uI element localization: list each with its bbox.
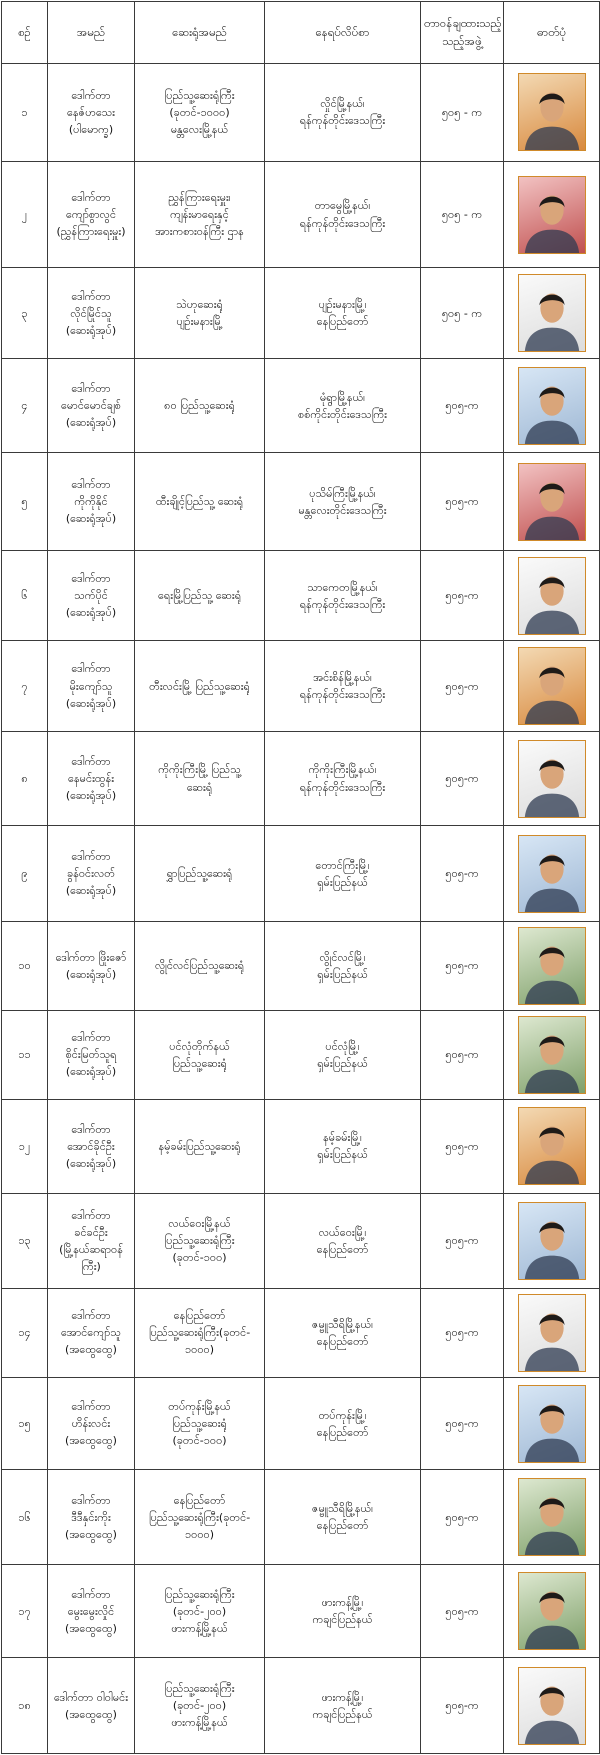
cell-group: ၅၀၅-က [421,731,504,826]
cell-photo [504,921,600,1010]
hospital-line: ဆေးရုံ [186,780,213,794]
table-row [2,453,600,551]
name-line: ဒေါက်တာ ဝါဝါမင်း [53,1690,128,1704]
table-row [2,161,600,268]
name-line: (အထွေထွေ) [65,1707,117,1721]
portrait-photo [518,274,586,352]
address-line: နေပြည်တော် [316,1334,369,1348]
name-line: ဒေါက်တာ [71,1122,111,1136]
cell-hospital [135,1658,265,1754]
address-line: ပျဉ်းမနားမြို့၊ [318,298,367,312]
cell-name [48,641,135,731]
address-line: မန္တလေးတိုင်းဒေသကြီး [298,503,387,517]
cell-hospital [135,1377,265,1469]
cell-hospital [135,641,265,731]
name-line: ကျော်စွာလွင် [65,207,117,221]
cell-address [265,1658,421,1754]
cell-hospital [135,1288,265,1377]
portrait-photo [518,1478,586,1556]
hospital-line: ပြည်သူ့ဆေးရုံ [172,1056,227,1070]
address-line: လှိုင်မြို့နယ်၊ [320,97,365,111]
hospital-line: ၈၀ ပြည်သူ့ဆေးရုံ [164,399,235,413]
table-row [2,731,600,826]
name-line: (ဆေးရုံအုပ်) [65,1156,117,1170]
cell-group: ၅၀၅-က [421,358,504,453]
name-line: (ဆေးရုံအုပ်) [65,606,117,620]
name-line: (အထွေထွေ) [65,1434,117,1448]
address-line: နေပြည်တော် [316,1242,369,1256]
cell-photo [504,641,600,731]
portrait-photo [518,1294,586,1372]
name-line: နေဇ်ဟသေး [67,105,115,119]
name-line: ဒေါက်တာ [71,478,111,492]
cell-address [265,453,421,551]
cell-name [48,1011,135,1099]
name-line: မောင်မောင်ချစ် [61,399,121,413]
table-row [2,826,600,922]
hospital-line: နေပြည်တော် [173,1309,226,1323]
hospital-line: ၁၀၀၀) [184,1527,215,1541]
address-line: တာမွေမြို့နယ်၊ [314,199,371,213]
address-line: နေပြည်တော် [316,1425,369,1439]
cell-hospital [135,1564,265,1657]
hospital-line: မန္တလေးမြို့နယ် [170,122,229,136]
header-photo: ဓာတ်ပုံ [504,2,600,64]
name-line: ခင်ခင်ဦး [74,1225,108,1239]
cell-hospital [135,161,265,268]
cell-group: ၅၀၅-က [421,1564,504,1657]
cell-address [265,161,421,268]
portrait-photo [518,1016,586,1094]
cell-hospital [135,1011,265,1099]
table-body [2,64,600,1754]
name-line: (ညွှန်ကြားရေးမှူး) [56,225,126,239]
name-line: (ဆေးရုံအုပ်) [65,1065,117,1079]
cell-name [48,358,135,453]
cell-address [265,1288,421,1377]
cell-name [48,1377,135,1469]
portrait-photo [518,1107,586,1185]
table-row [2,1011,600,1099]
address-line: ဇမ္ဗူသီရိမြို့နယ်၊ [312,1317,373,1331]
name-line: ဒေါက်တာ [71,1031,111,1045]
row-number: ၄ [2,358,48,453]
name-line: လိုင်မြိုင်သူ [70,306,112,320]
name-line: (မြို့နယ်ဆရာဝန် [59,1242,123,1256]
hospital-line: တီးလင်းမြို့ ပြည်သူ့ဆေးရုံ [149,679,250,693]
portrait-photo [518,1572,586,1650]
hospital-line: ပြည်သူ့ဆေးရုံကြီး [164,1682,235,1696]
name-line: ဒေါက်တာ [71,382,111,396]
hospital-line: ကျန်းမာရေးနှင့် [170,207,229,221]
portrait-photo [518,176,586,254]
name-line: ဒေါက်တာ [71,662,111,676]
name-line: သက်ပိုင် [74,589,108,603]
cell-photo [504,731,600,826]
cell-name [48,64,135,162]
cell-group: ၅၀၅ - က [421,268,504,358]
hospital-line: ပြည်သူ့ဆေးရုံ [172,1417,227,1431]
cell-hospital [135,1099,265,1194]
cell-hospital [135,1194,265,1289]
name-line: ဒေါက်တာ [71,754,111,768]
name-line: ဒေါက်တာ [71,1400,111,1414]
address-line: ပုသိမ်ကြီးမြို့နယ်၊ [309,486,376,500]
cell-group: ၅၀၅-က [421,1011,504,1099]
row-number: ၅ [2,453,48,551]
address-line: ကိုကိုးကြီးမြို့နယ်၊ [308,763,377,777]
cell-hospital [135,921,265,1010]
row-number: ၉ [2,826,48,922]
cell-address [265,1011,421,1099]
name-line: (ဆေးရုံအုပ်) [65,323,117,337]
table-row [2,550,600,640]
header-name: အမည် [48,2,135,64]
cell-group: ၅၀၅-က [421,1470,504,1565]
hospital-line: ပြည်သူ့ဆေးရုံကြီး [164,88,235,102]
name-line: စိုင်းမြတ်သူရ [65,1048,117,1062]
name-line: အောင်ကျော်သူ [61,1326,121,1340]
address-line: ဖားကန့်မြို့၊ [321,1596,364,1610]
cell-hospital [135,358,265,453]
hospital-line: ညွှန်ကြားရေးမှူး၊ [168,190,231,204]
address-line: နေပြည်တော် [316,1519,369,1533]
cell-address [265,641,421,731]
cell-hospital [135,731,265,826]
name-line: ဒီဒီနှင်းကိုး [71,1510,111,1524]
cell-address [265,1099,421,1194]
cell-name [48,1658,135,1754]
portrait-photo [518,73,586,151]
hospital-line: တပ်ကုန်းမြို့နယ် [168,1400,231,1414]
hospital-line: ပင်လုံတိုက်နယ် [169,1039,230,1053]
cell-photo [504,1288,600,1377]
cell-name [48,453,135,551]
cell-photo [504,550,600,640]
name-line: (ဆေးရုံအုပ်) [65,416,117,430]
header-hospital: ဆေးရုံအမည် [135,2,265,64]
name-line: နေမင်းထွန်း [68,772,114,785]
row-number: ၁၂ [2,1099,48,1194]
cell-address [265,550,421,640]
header-group-line-1: တာဝန်ချထားသည့် [424,15,502,30]
name-line: ဒေါက်တာ [71,1208,111,1222]
address-line: အင်းစိန်မြို့နယ်၊ [313,671,372,685]
table-row [2,1658,600,1754]
cell-name [48,268,135,358]
name-line: ဒေါက်တာ [71,1587,111,1601]
address-line: ကချင်ပြည်နယ် [312,1613,373,1627]
table-row [2,1377,600,1469]
cell-address [265,921,421,1010]
table-row [2,1288,600,1377]
cell-photo [504,161,600,268]
address-line: မုံရွာမြို့နယ်၊ [319,390,366,404]
hospital-line: ကိုကိုးကြီးမြို့ ပြည်သူ့ [158,763,241,777]
cell-name [48,1470,135,1565]
name-line: ဒေါက်တာ [71,289,111,303]
address-line: သာကေတမြို့နယ်၊ [307,580,378,594]
cell-group: ၅၀၅-က [421,826,504,922]
address-line: ရှမ်းပြည်နယ် [317,1056,368,1070]
table-row [2,1099,600,1194]
address-line: နမ့်ခမ်းမြို့၊ [323,1131,362,1145]
address-line: တပ်ကုန်းမြို့၊ [318,1408,367,1422]
address-line: စစ်ကိုင်းတိုင်းဒေသကြီး [298,407,387,421]
hospital-line: အားကစားဝန်ကြီး ဌာန [155,225,244,239]
cell-address [265,1377,421,1469]
portrait-photo [518,463,586,541]
table-row [2,641,600,731]
table-row [2,1470,600,1565]
address-line: ရန်ကုန်တိုင်းဒေသကြီး [299,780,386,794]
name-line: (အထွေထွေ) [65,1527,117,1541]
cell-address [265,268,421,358]
row-number: ၁၈ [2,1658,48,1754]
cell-photo [504,358,600,453]
hospital-line: (ခုတင်-၁၀၀) [172,1251,227,1265]
name-line: (ဆေးရုံအုပ်) [65,696,117,710]
cell-group: ၅၀၅-က [421,1194,504,1289]
row-number: ၁၁ [2,1011,48,1099]
row-number: ၁၄ [2,1288,48,1377]
hospital-line: ပြည်သူ့ဆေးရုံကြီး [164,1587,235,1601]
cell-name [48,1099,135,1194]
portrait-photo [518,835,586,913]
table-row [2,358,600,453]
row-number: ၆ [2,550,48,640]
cell-address [265,1194,421,1289]
cell-hospital [135,826,265,922]
portrait-photo [518,367,586,445]
name-line: အောင်ခိုင်ဦး [67,1139,115,1153]
table-row [2,64,600,162]
address-line: ကချင်ပြည်နယ် [312,1707,373,1721]
cell-group: ၅၀၅ - က [421,161,504,268]
hospital-line: (ခုတင်-၂၀၀) [172,1604,227,1618]
hospital-line: လွိုင်လင်ပြည်သူ့ဆေးရုံ [154,959,245,973]
cell-group: ၅၀၅-က [421,453,504,551]
portrait-photo [518,1667,586,1745]
cell-group: ၅၀၅-က [421,1288,504,1377]
name-line: ကိုကိုနိုင် [74,495,108,509]
address-line: ရှမ်းပြည်နယ် [317,968,368,981]
cell-hospital [135,64,265,162]
cell-hospital [135,453,265,551]
cell-name [48,731,135,826]
hospital-line: ပြည်သူ့ဆေးရုံကြီး [164,1234,235,1248]
address-line: ရန်ကုန်တိုင်းဒေသကြီး [299,688,386,702]
name-line: ဟိန်းလင်း [71,1417,111,1431]
cell-photo [504,1564,600,1657]
hospital-line: (ခုတင်-၁၀၀) [172,1434,227,1448]
hospital-line: နေပြည်တော် [173,1493,226,1507]
portrait-photo [518,647,586,725]
table-row [2,921,600,1010]
name-line: ဒေါက်တာ [71,190,111,204]
address-line: ရန်ကုန်တိုင်းဒေသကြီး [299,216,386,230]
hospital-line: ထီးချိုင့်ပြည်သူ့ ဆေးရုံ [155,495,244,509]
address-line: ရှမ်းပြည်နယ် [317,875,368,889]
cell-name [48,550,135,640]
table-row [2,268,600,358]
name-line: (ဆေးရုံအုပ်) [65,884,117,898]
cell-group: ၅၀၅-က [421,1377,504,1469]
cell-address [265,826,421,922]
name-line: (ပါမောက္ခ) [68,122,114,136]
cell-group: ၅၀၅-က [421,921,504,1010]
portrait-photo [518,1202,586,1280]
address-line: ပင်လုံမြို့၊ [325,1039,360,1053]
header-group [421,2,504,64]
name-line: (အထွေထွေ) [65,1343,117,1357]
row-number: ၁၆ [2,1470,48,1565]
header-address: နေရပ်လိပ်စာ [265,2,421,64]
address-line: တောင်ကြီးမြို့၊ [315,858,370,872]
cell-name [48,1564,135,1657]
cell-address [265,1470,421,1565]
hospital-line: ပြည်သူ့ဆေးရုံကြီး(ခုတင်- [148,1510,251,1524]
row-number: ၃ [2,268,48,358]
hospital-line: ၁၀၀၀) [184,1343,215,1357]
cell-name [48,921,135,1010]
row-number: ၈ [2,731,48,826]
cell-hospital [135,268,265,358]
cell-hospital [135,550,265,640]
row-number: ၇ [2,641,48,731]
cell-photo [504,1470,600,1565]
hospital-line: ဖားကန့်မြို့နယ် [171,1621,228,1635]
name-line: ဒေါက်တာ [71,88,111,102]
name-line: ဒေါက်တာ [71,849,111,863]
name-line: ဒေါက်တာ [71,1493,111,1507]
name-line: ဒေါက်တာ [71,572,111,586]
table-row [2,1194,600,1289]
name-line: (ဆေးရုံအုပ်) [65,512,117,526]
address-line: ရန်ကုန်တိုင်းဒေသကြီး [299,597,386,611]
cell-name [48,161,135,268]
portrait-photo [518,1385,586,1463]
name-line: (ဆေးရုံအုပ်) [65,968,117,981]
cell-group: ၅၀၅-က [421,641,504,731]
hospital-line: ပျဉ်းမနားမြို့ [176,315,223,329]
table-row [2,1564,600,1657]
cell-name [48,1288,135,1377]
row-number: ၁၇ [2,1564,48,1657]
address-line: ဇမ္ဗူသီရိမြို့နယ်၊ [312,1502,373,1516]
cell-address [265,1564,421,1657]
cell-photo [504,1377,600,1469]
cell-photo [504,826,600,922]
cell-photo [504,1194,600,1289]
personnel-table [1,1,600,1754]
address-line: ရှမ်းပြည်နယ် [317,1148,368,1162]
cell-group: ၅၀၅-က [421,1099,504,1194]
cell-photo [504,1099,600,1194]
hospital-line: (ခုတင်-၂၀၀) [172,1699,227,1713]
name-line: ဒေါက်တာ ဖြိုးဇော် [55,950,127,964]
row-number: ၂ [2,161,48,268]
name-line: ဒေါက်တာ [71,1309,111,1323]
hospital-line: ရွှာပြည်သူ့ဆေးရုံ [166,867,233,881]
cell-group: ၅၀၅-က [421,1658,504,1754]
cell-group: ၅၀၅ - က [421,64,504,162]
address-line: ရန်ကုန်တိုင်းဒေသကြီး [299,114,386,128]
name-line: ခွန်ဝင်းလတ် [67,867,115,881]
row-number: ၁ [2,64,48,162]
cell-address [265,358,421,453]
address-line: လွိုင်လင်မြို့၊ [319,950,366,964]
name-line: (ဆေးရုံအုပ်) [65,789,117,803]
cell-photo [504,1658,600,1754]
cell-photo [504,268,600,358]
name-line: မိုးကျော်သူ [69,679,113,693]
hospital-line: လယ်ဝေးမြို့နယ် [168,1217,231,1231]
cell-photo [504,64,600,162]
portrait-photo [518,740,586,818]
row-number: ၁၀ [2,921,48,1010]
cell-address [265,64,421,162]
cell-name [48,1194,135,1289]
hospital-line: ရေးမြို့ပြည်သူ့ ဆေးရုံ [157,589,242,603]
name-line: မွေးမွေးလှိုင် [67,1604,115,1618]
hospital-line: နမ့်ခမ်းပြည်သူ့ဆေးရုံ [158,1139,241,1153]
table-header-row [2,2,600,64]
address-line: လယ်ဝေးမြို့၊ [318,1225,367,1239]
cell-group: ၅၀၅-က [421,550,504,640]
address-line: နေပြည်တော် [316,315,369,329]
cell-photo [504,1011,600,1099]
name-line: ကြီး) [81,1259,101,1273]
hospital-line: (ခုတင်-၁၀၀၀) [169,105,230,119]
portrait-photo [518,927,586,1005]
row-number: ၁၅ [2,1377,48,1469]
address-line: ဖားကန့်မြို့၊ [321,1690,364,1704]
name-line: (အထွေထွေ) [65,1621,117,1635]
cell-name [48,826,135,922]
hospital-line: ပြည်သူ့ဆေးရုံကြီး(ခုတင်- [148,1326,251,1340]
hospital-line: သဲဟုဆေးရုံ [176,298,223,312]
cell-hospital [135,1470,265,1565]
cell-address [265,731,421,826]
header-group-line-2: သည့်အဖွဲ့ [442,33,482,48]
cell-photo [504,453,600,551]
header-no: စဉ် [2,2,48,64]
portrait-photo [518,557,586,635]
row-number: ၁၃ [2,1194,48,1289]
hospital-line: ဖားကန့်မြို့နယ် [171,1716,228,1730]
